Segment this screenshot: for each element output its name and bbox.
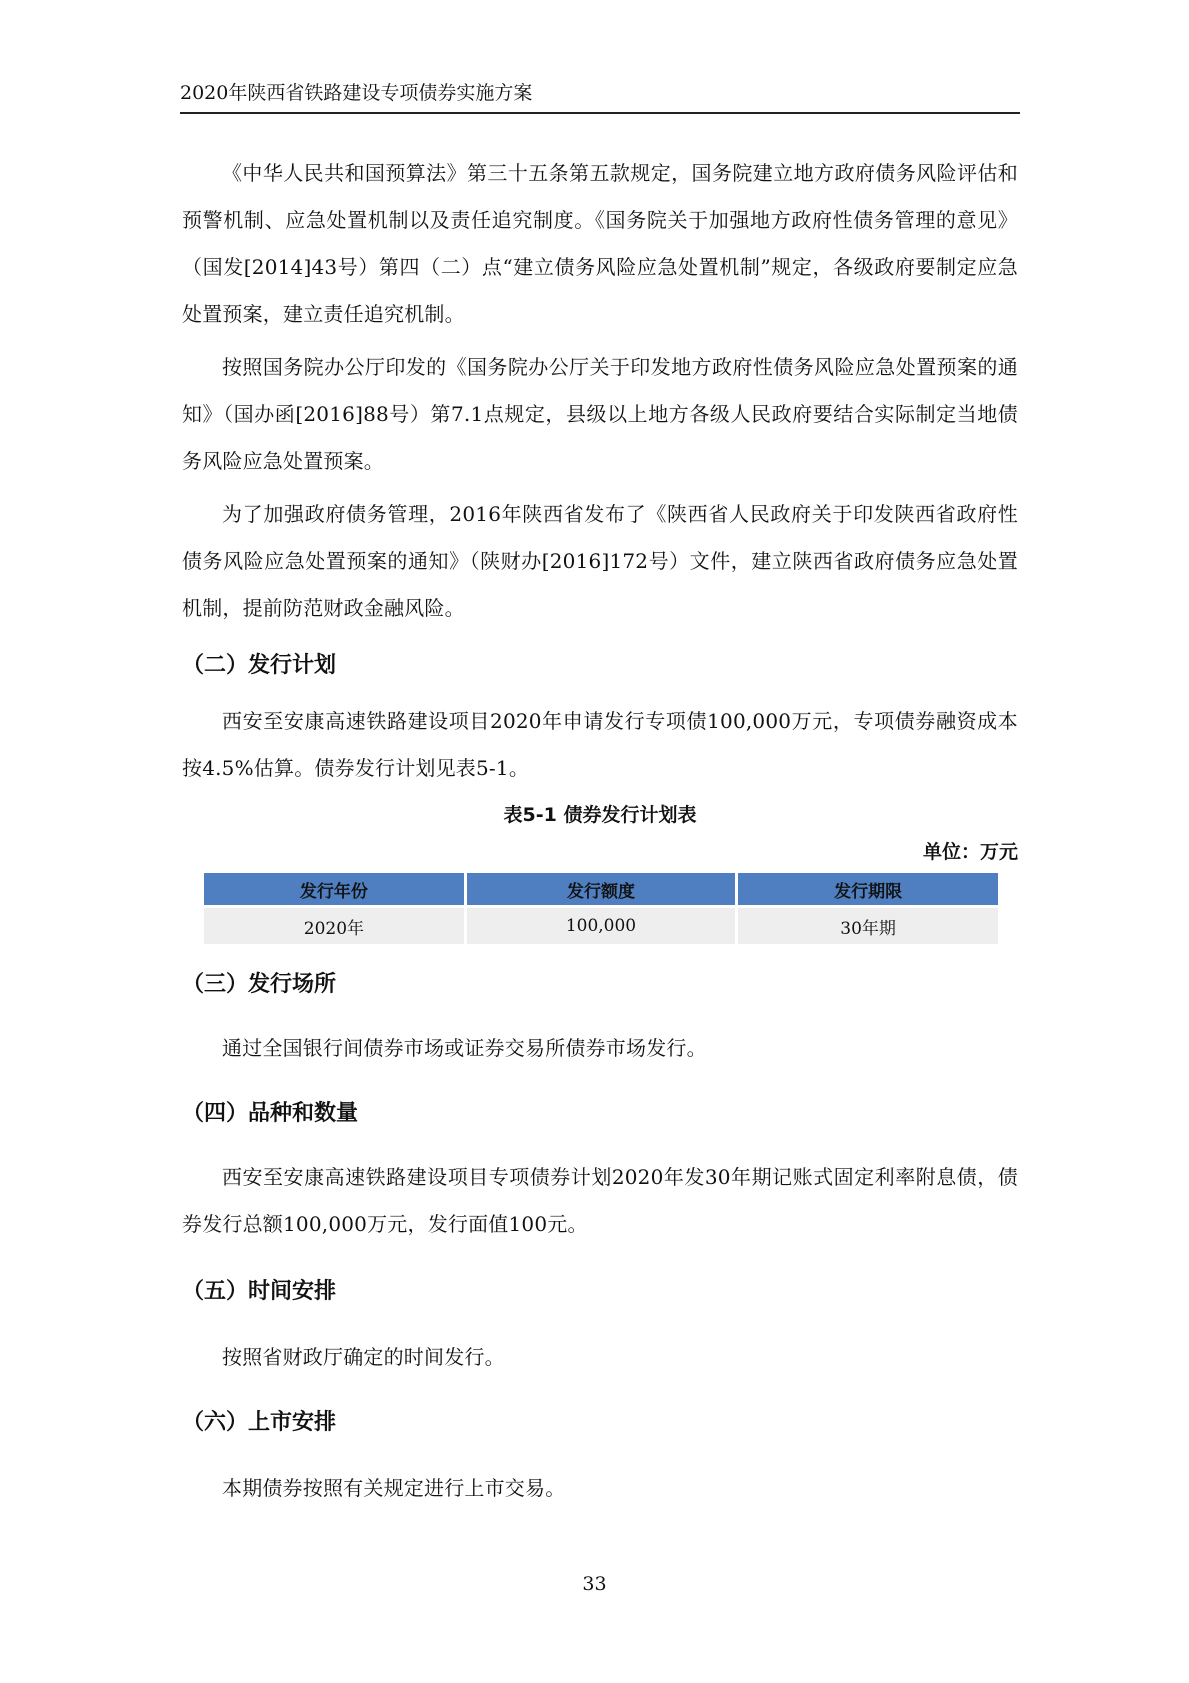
section-heading-issuance-plan: （二）发行计划: [182, 653, 337, 678]
section-heading-listing: （六）上市安排: [182, 1410, 337, 1435]
section-heading-schedule: （五）时间安排: [182, 1279, 337, 1304]
cell-term: 30年期: [738, 908, 998, 944]
page-number: 33: [582, 1573, 607, 1595]
paragraph-listing: 本期债券按照有关规定进行上市交易。: [222, 1476, 566, 1500]
cell-amount: 100,000: [467, 908, 735, 944]
cell-year: 2020年: [204, 908, 464, 944]
paragraph-schedule: 按照省财政厅确定的时间发行。: [222, 1345, 505, 1369]
header-amount: 发行额度: [467, 873, 735, 905]
table-header-row: [204, 873, 998, 905]
issuance-plan-table: [201, 870, 1001, 947]
header-term: 发行期限: [738, 873, 998, 905]
header-year: 发行年份: [204, 873, 464, 905]
table-row: [204, 908, 998, 944]
table-caption: 表5-1 债券发行计划表: [503, 804, 697, 826]
paragraph-budget-law: 《中华人民共和国预算法》第三十五条第五款规定，国务院建立地方政府债务风险评估和预警机制、应急处置机制以及责任追究制度。《国务院关于加强地方政府性债务管理的意见》（国发[2014]43号）第四（二）点“建立债务风险应急处置机制”规定，各级政府要制定应急处置预案，建立责任追究机制。: [182, 161, 1018, 326]
page-header: 2020年陕西省铁路建设专项债券实施方案: [180, 80, 1020, 114]
document-body: [182, 150, 1018, 1518]
paragraph-venue: 通过全国银行间债券市场或证券交易所债券市场发行。: [222, 1036, 707, 1060]
section-heading-type-quantity: （四）品种和数量: [182, 1101, 359, 1126]
paragraph-issuance-plan: 西安至安康高速铁路建设项目2020年申请发行专项债100,000万元，专项债券融资成本按4.5%估算。债券发行计划见表5-1。: [182, 709, 1018, 780]
section-heading-venue: （三）发行场所: [182, 972, 337, 997]
paragraph-shaanxi-plan: 为了加强政府债务管理，2016年陕西省发布了《陕西省人民政府关于印发陕西省政府性债务风险应急处置预案的通知》（陕财办[2016]172号）文件，建立陕西省政府债务应急处置机制，提前防范财政金融风险。: [182, 502, 1018, 620]
paragraph-state-council-notice: 按照国务院办公厅印发的《国务院办公厅关于印发地方政府性债务风险应急处置预案的通知》（国办函[2016]88号）第7.1点规定，县级以上地方各级人民政府要结合实际制定当地债务风险应急处置预案。: [182, 355, 1018, 473]
table-unit: 单位：万元: [922, 841, 1018, 863]
paragraph-type-quantity: 西安至安康高速铁路建设项目专项债券计划2020年发30年期记账式固定利率附息债，债券发行总额100,000万元，发行面值100元。: [182, 1165, 1018, 1236]
